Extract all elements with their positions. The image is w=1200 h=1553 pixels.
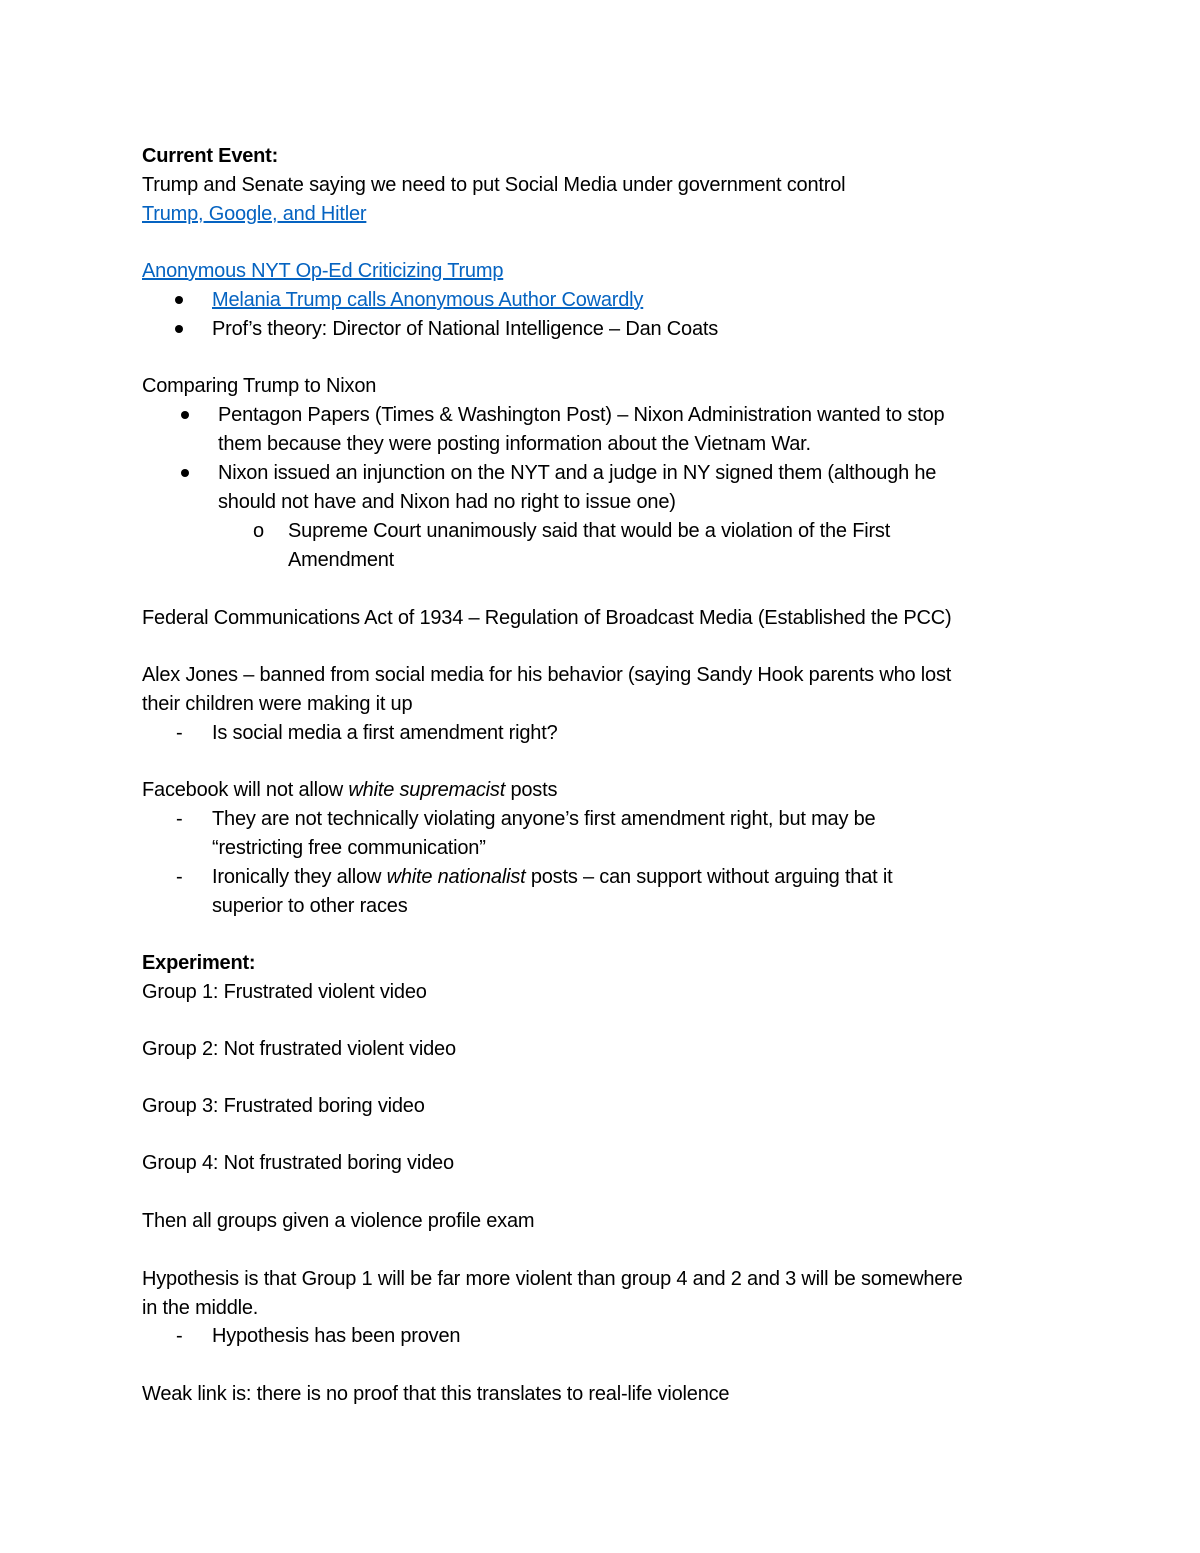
prof-theory-text: Prof’s theory: Director of National Intelligence – Dan Coats xyxy=(212,318,719,340)
hypothesis-text: Hypothesis is that Group 1 will be far more violent than group 4 and 2 and 3 will be somewhere xyxy=(142,1268,963,1290)
social-media-question: Is social media a first amendment right? xyxy=(212,722,558,744)
facebook-text: Facebook will not allow white supremacist posts xyxy=(142,779,558,801)
supreme-court-text-cont: Amendment xyxy=(288,549,395,571)
anonymous-oped-link[interactable]: Anonymous NYT Op-Ed Criticizing Trump xyxy=(142,260,504,282)
current-event-heading: Current Event: xyxy=(142,145,279,167)
bullet-dot xyxy=(181,469,189,477)
group-2: Group 2: Not frustrated violent video xyxy=(142,1038,456,1060)
facebook-item1: They are not technically violating anyone’s first amendment right, but may be xyxy=(212,808,876,830)
trump-google-hitler-link[interactable]: Trump, Google, and Hitler xyxy=(142,203,367,225)
bullet-dot xyxy=(175,296,183,304)
dash-marker: - xyxy=(176,1325,183,1347)
facebook-item2: Ironically they allow white nationalist posts – can support without arguing that it xyxy=(212,866,893,888)
sub-bullet-marker: o xyxy=(253,520,265,542)
bullet-dot xyxy=(181,411,189,419)
facebook-item2-cont: superior to other races xyxy=(212,895,408,917)
group-4: Group 4: Not frustrated boring video xyxy=(142,1152,454,1174)
nixon-heading: Comparing Trump to Nixon xyxy=(142,375,377,397)
fca-text: Federal Communications Act of 1934 – Regulation of Broadcast Media (Established the PCC) xyxy=(142,607,952,629)
pentagon-papers-text-cont: them because they were posting information about the Vietnam War. xyxy=(218,433,811,455)
group-3: Group 3: Frustrated boring video xyxy=(142,1095,425,1117)
alex-jones-text-cont: their children were making it up xyxy=(142,693,413,715)
supreme-court-text: Supreme Court unanimously said that would be a violation of the First xyxy=(288,520,891,542)
group-1: Group 1: Frustrated violent video xyxy=(142,981,427,1003)
dash-marker: - xyxy=(176,722,183,744)
experiment-heading: Experiment: xyxy=(142,952,256,974)
hypothesis-proven: Hypothesis has been proven xyxy=(212,1325,461,1347)
exam-text: Then all groups given a violence profile exam xyxy=(142,1210,535,1232)
melania-link[interactable]: Melania Trump calls Anonymous Author Cowardly xyxy=(212,289,644,311)
weak-link-text: Weak link is: there is no proof that this translates to real-life violence xyxy=(142,1383,730,1405)
facebook-item1-cont: “restricting free communication” xyxy=(212,837,486,859)
injunction-text-cont: should not have and Nixon had no right to issue one) xyxy=(218,491,676,513)
pentagon-papers-text: Pentagon Papers (Times & Washington Post) – Nixon Administration wanted to stop xyxy=(218,404,945,426)
dash-marker: - xyxy=(176,808,183,830)
alex-jones-text: Alex Jones – banned from social media for his behavior (saying Sandy Hook parents who lost xyxy=(142,664,952,686)
bullet-dot xyxy=(175,325,183,333)
injunction-text: Nixon issued an injunction on the NYT and a judge in NY signed them (although he xyxy=(218,462,937,484)
dash-marker: - xyxy=(176,866,183,888)
current-event-text: Trump and Senate saying we need to put Social Media under government control xyxy=(142,174,846,196)
hypothesis-text-cont: in the middle. xyxy=(142,1297,259,1319)
